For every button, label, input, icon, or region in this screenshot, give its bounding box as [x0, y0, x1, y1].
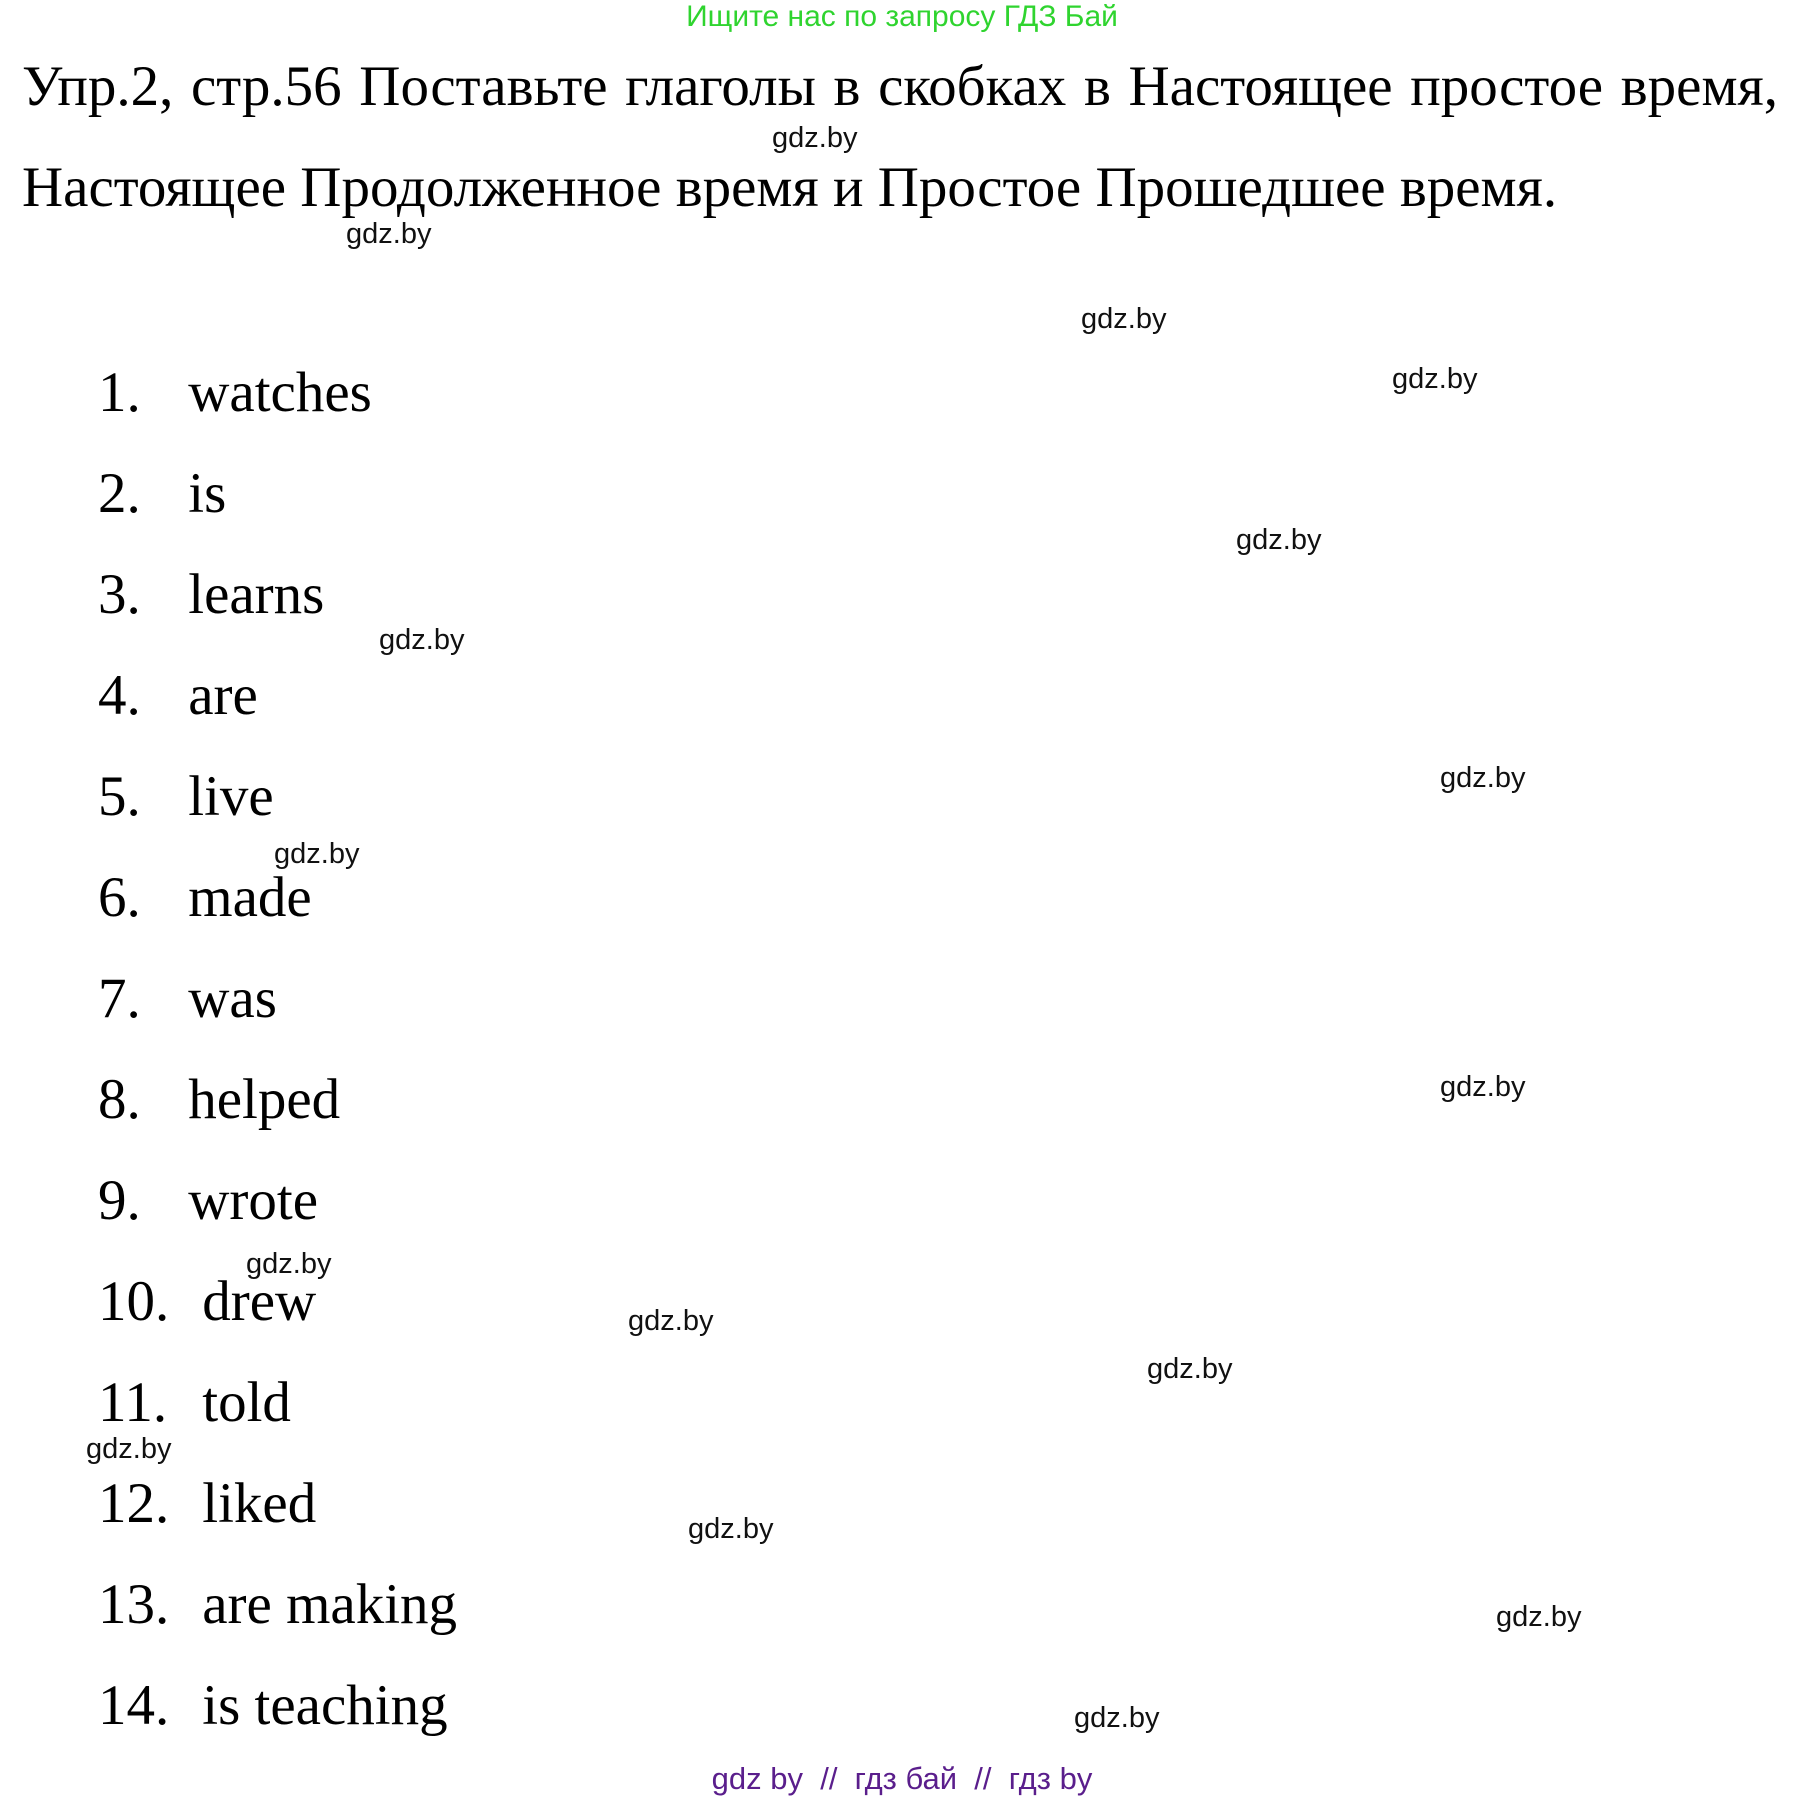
- answer-item: [98, 1655, 457, 1756]
- watermark: gdz.by: [346, 218, 432, 250]
- answer-number: 11.: [98, 1371, 168, 1434]
- answer-number: 8.: [98, 1068, 141, 1131]
- watermark: gdz.by: [628, 1305, 714, 1337]
- answer-item: [98, 1554, 457, 1655]
- answer-item: [98, 1453, 457, 1554]
- watermark: gdz.by: [688, 1513, 774, 1545]
- answer-text: live: [188, 765, 274, 828]
- answer-number: 4.: [98, 664, 141, 727]
- top-search-banner: Ищите нас по запросу ГДЗ Бай: [686, 0, 1118, 33]
- answer-text: watches: [188, 361, 372, 424]
- answer-number: 3.: [98, 563, 141, 626]
- answer-text: is teaching: [202, 1674, 448, 1737]
- watermark: gdz.by: [379, 624, 465, 656]
- exercise-heading: Упр.2, стр.56 Поставьте глаголы в скобках в Настоящее простое время, Настоящее Продолженное время и Простое Прошедшее время.: [22, 55, 1778, 219]
- answer-number: 9.: [98, 1169, 141, 1232]
- answer-number: 5.: [98, 765, 141, 828]
- answer-item: [98, 645, 457, 746]
- answer-text: wrote: [188, 1169, 319, 1232]
- watermark: gdz.by: [1440, 1071, 1526, 1103]
- answer-number: 1.: [98, 361, 141, 424]
- answer-item: [98, 443, 457, 544]
- answer-text: is: [188, 462, 227, 525]
- watermark: gdz.by: [1392, 363, 1478, 395]
- bottom-site-banner: gdz by // гдз бай // гдз by: [711, 1761, 1093, 1796]
- answer-number: 2.: [98, 462, 141, 525]
- answer-text: made: [188, 866, 312, 929]
- answer-item: [98, 1150, 457, 1251]
- answer-number: 6.: [98, 866, 141, 929]
- watermark: gdz.by: [1440, 762, 1526, 794]
- answer-text: drew: [202, 1270, 317, 1333]
- answer-number: 7.: [98, 967, 141, 1030]
- answer-text: are making: [202, 1573, 458, 1636]
- answer-text: learns: [188, 563, 325, 626]
- answer-item: [98, 342, 457, 443]
- answer-number: 12.: [98, 1472, 170, 1535]
- answer-item: [98, 746, 457, 847]
- answer-item: [98, 1049, 457, 1150]
- answer-number: 13.: [98, 1573, 170, 1636]
- answer-text: told: [202, 1371, 291, 1434]
- watermark: gdz.by: [1147, 1353, 1233, 1385]
- watermark: gdz.by: [1236, 524, 1322, 556]
- watermark: gdz.by: [1496, 1601, 1582, 1633]
- answer-item: [98, 948, 457, 1049]
- watermark: gdz.by: [246, 1248, 332, 1280]
- answer-number: 14.: [98, 1674, 170, 1737]
- answer-text: are: [188, 664, 258, 727]
- watermark: gdz.by: [1074, 1702, 1160, 1734]
- watermark: gdz.by: [86, 1433, 172, 1465]
- answer-text: was: [188, 967, 277, 1030]
- watermark: gdz.by: [1081, 303, 1167, 335]
- answer-text: liked: [202, 1472, 317, 1535]
- answer-number: 10.: [98, 1270, 170, 1333]
- watermark: gdz.by: [274, 838, 360, 870]
- answer-text: helped: [188, 1068, 341, 1131]
- answers-list: [98, 342, 457, 1756]
- watermark: gdz.by: [772, 122, 858, 154]
